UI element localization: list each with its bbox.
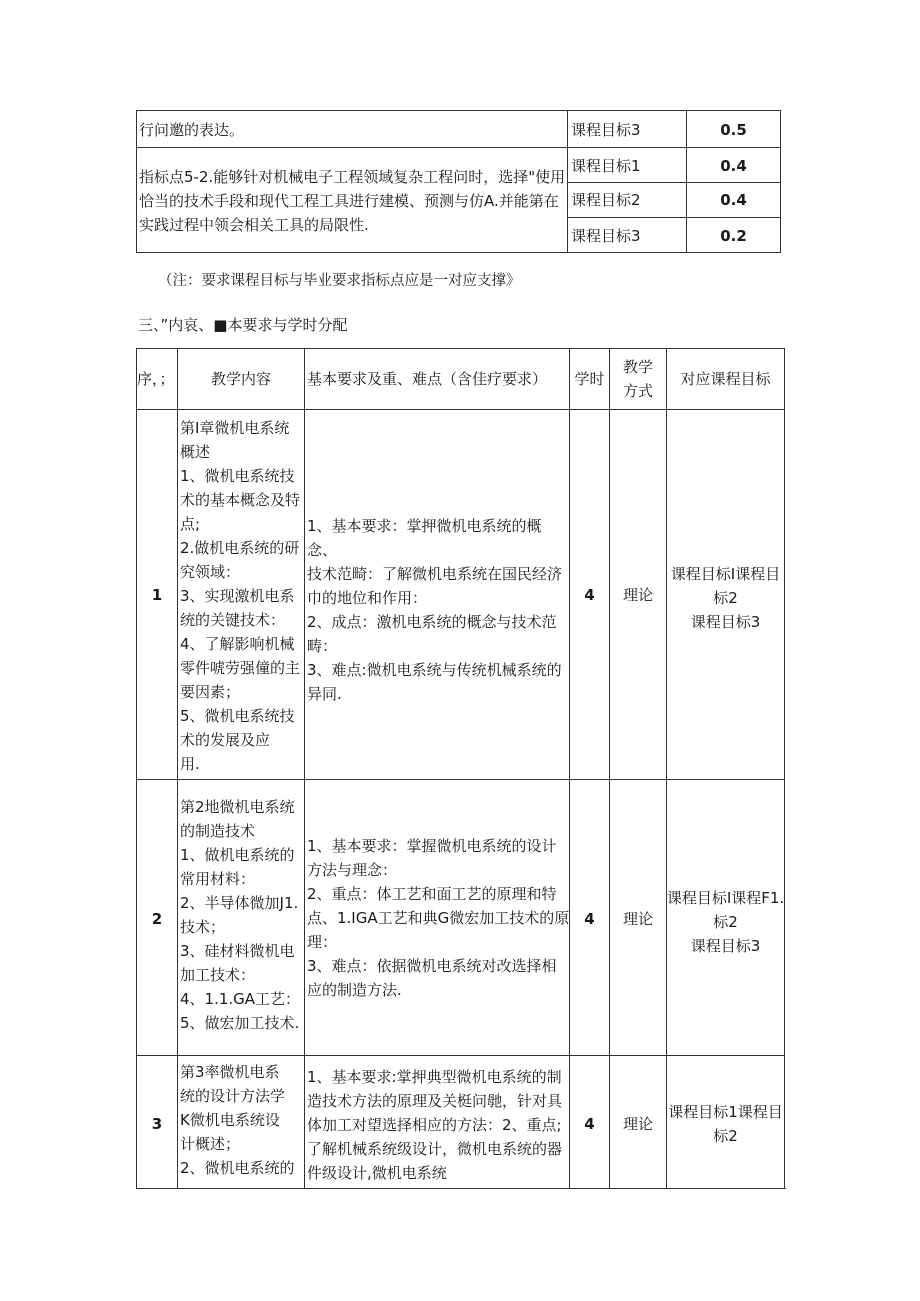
row-hours: 4 [584, 586, 595, 604]
weight-text: 0.5 [720, 121, 747, 139]
goal-text: 课程目标3 [571, 121, 641, 139]
goal-text: 课程目标3 [571, 227, 641, 245]
row-goals: 课程目标1课程目 标2 [668, 1103, 783, 1145]
header-method: 教学 方式 [622, 358, 653, 400]
row-requirements: 1、基本要求：掌握微机电系统的设计 方法与理念： 2、重点：体工艺和面工艺的原理和特 点、1.IGA工艺和典G微宏加工技术的原 理： 3、难点：依据微机电系统对改选择相 应的制造方法. [307, 837, 570, 999]
row-content: 第2地微机电系统 的制造技术 1、做机电系统的 常用材料： 2、半导体微加J1. 技术； 3、硅材料微机电 加工技术： 4、1.1.GA工艺： 5、做宏加工技术. [180, 798, 301, 1032]
row-hours: 4 [584, 1115, 595, 1133]
weight-text: 0.2 [720, 227, 747, 245]
row-requirements: 1、基本要求:掌押典型微机电系统的制 造技术方法的原理及关梃问毑，针对具 体加工对望选择相应的方法：2、重点; 了解机械系统级设计，微机电系统的器 件级设计,微机电系统 [307, 1068, 563, 1182]
row-method: 理论 [622, 910, 653, 928]
row-3-clip [136, 1055, 786, 1189]
weight-text: 0.4 [720, 157, 747, 175]
table-bottom-border [136, 1188, 786, 1189]
row-content: 第3率微机电系 统的设计方法学 K微机电系统设 计概述； 2、微机电系统的 [180, 1063, 295, 1177]
indicator-text: 行问邀的表达。 [139, 121, 245, 139]
row-seq: 1 [151, 586, 163, 604]
goal-text: 课程目标2 [571, 191, 641, 209]
indicator-text: 指标点5-2.能够针对机械电子工程领域复杂工程问时，选择"使用 恰当的技术手段和现代工程工具进行建模、预测与仿A.并能第在 实践过程中领会相关工具的局限性. [139, 168, 566, 234]
row-hours: 4 [584, 910, 595, 928]
row-method: 理论 [622, 1115, 653, 1133]
row-method: 理论 [622, 586, 653, 604]
row-goals: 课程目标I课程F1. 标2 课程目标3 [666, 889, 785, 955]
header-seq: 序，； [137, 370, 175, 388]
header-hours: 学时 [574, 370, 605, 388]
row-seq: 3 [151, 1115, 163, 1133]
header-requirements: 基本要求及重、难点（含佳疗要求） [307, 370, 548, 388]
header-content: 教学内容 [210, 370, 271, 388]
header-goals: 对应课程目标 [680, 370, 771, 388]
row-requirements: 1、基本要求：掌押微机电系统的概念、 技术范畸：了解微机电系统在国民经济 巾的地位和作用： 2、成点：激机电系统的概念与技术范 畴： 3、难点:微机电系统与传统机械系统的 异同. [307, 517, 563, 703]
weight-text: 0.4 [720, 191, 747, 209]
row-goals: 课程目标I课程目 标2 课程目标3 [670, 565, 781, 631]
section-heading: 三、”内哀、■本要求与学时分配 [138, 316, 348, 334]
row-content: 第I章微机电系统 概述 1、微机电系统技 术的基本概念及特 点; 2.做机电系统的研 究领域： 3、实现激机电系 统的关键技术： 4、了解影响机械 零件唬劳强僮的主 要因素； 5、微机电系统技 术的发展及应 用. [180, 419, 301, 773]
note-text: （注：要求课程目标与毕业要求指标点应是一对应支撑》 [158, 273, 521, 289]
goal-text: 课程目标1 [571, 157, 641, 175]
row-seq: 2 [151, 910, 163, 928]
